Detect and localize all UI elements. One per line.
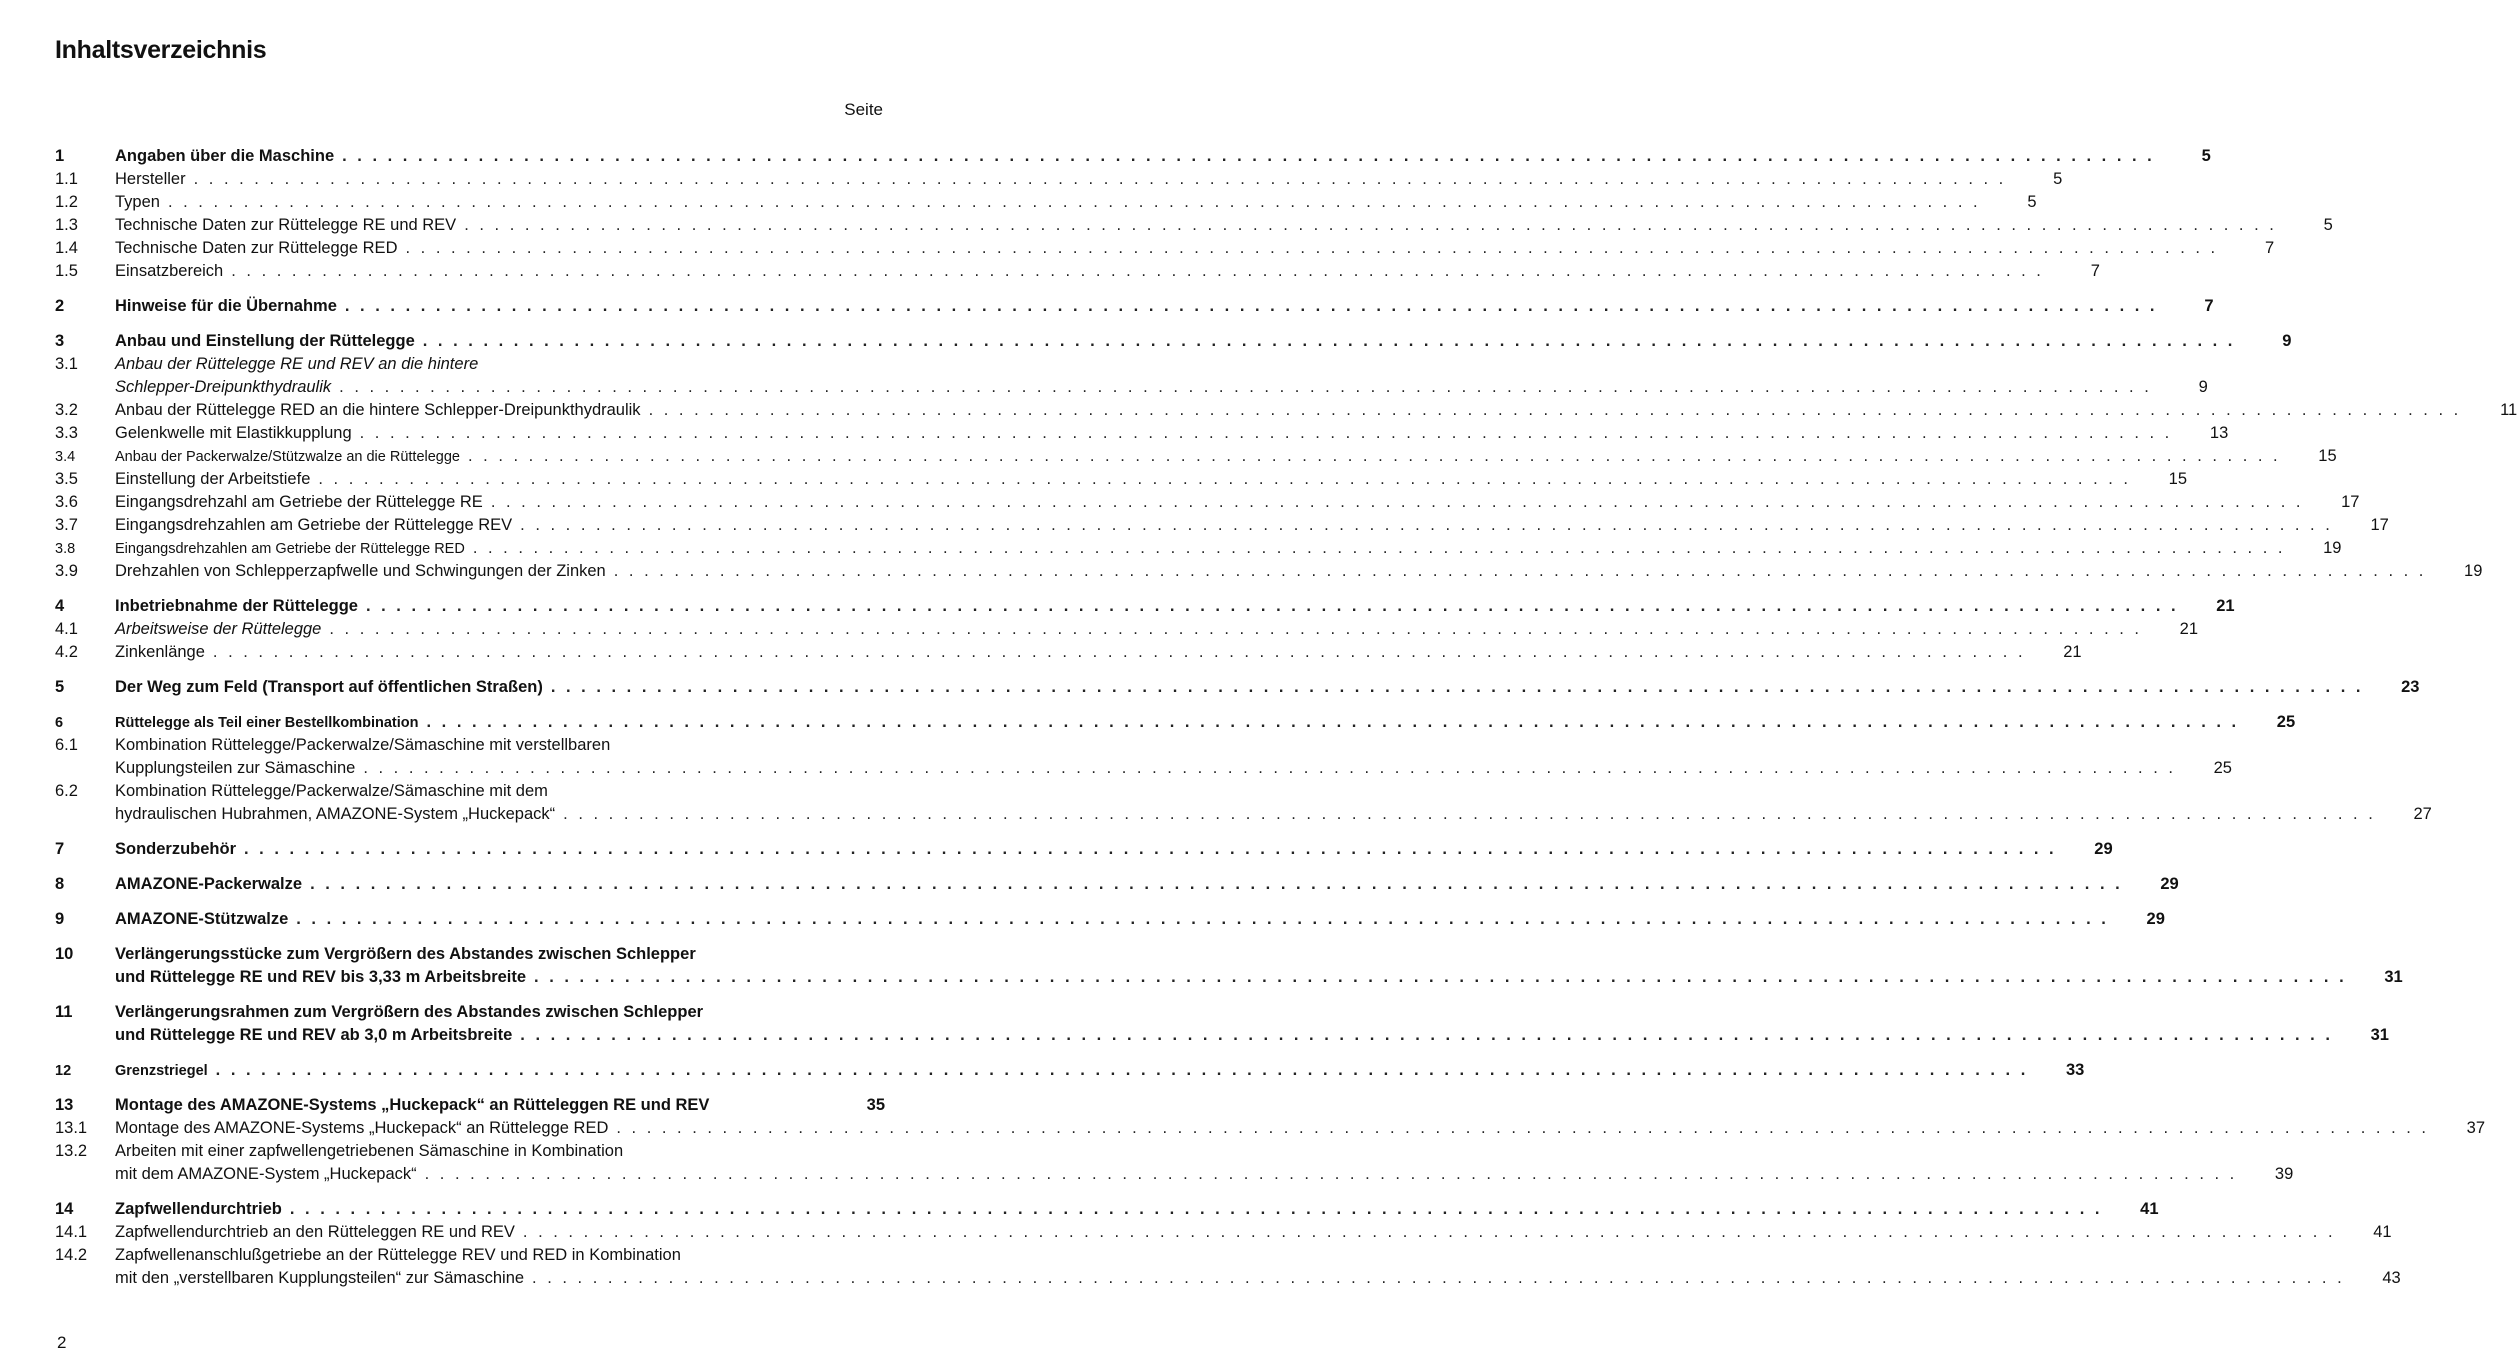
toc-entry-title: Arbeiten mit einer zapfwellengetriebenen Sämaschine in Kombination xyxy=(115,1142,624,1160)
toc-line xyxy=(55,1094,885,1117)
toc-page-number: 35 xyxy=(866,1096,885,1114)
dot-leader: . . . . . . . . . . . . . . . . . . . . . . . . . . . . . . . . . . . . . . . . . . . . . . . . . . . . . . . . . . . . . . . . . . . . . . . . . . . . . . . . . . . . . . . . . . . . . . . . . . . . . . . . . . . . . . . . . . . . . . . . xyxy=(329,620,2143,638)
toc-line xyxy=(55,237,2275,260)
toc-entry-title: Inbetriebnahme der Rüttelegge xyxy=(115,597,358,615)
toc-entry-number: 3.9 xyxy=(55,562,78,580)
table-of-contents xyxy=(55,145,2517,1290)
toc-entry-number: 2 xyxy=(55,297,65,315)
toc-line xyxy=(55,1117,2486,1140)
toc-line xyxy=(55,491,2360,514)
toc-line xyxy=(55,595,2235,618)
toc-entry xyxy=(55,353,2208,399)
dot-leader: . . . . . . . . . . . . . . . . . . . . . . . . . . . . . . . . . . . . . . . . . . . . . . . . . . . . . . . . . . . . . . . . . . . . . . . . . . . . . . . . . . . . . . . . . . . . . . . . . . . . . . . . . . . . . . . . . . . . . . . . xyxy=(244,840,2057,858)
toc-line xyxy=(55,260,2100,283)
toc-entry-title: Drehzahlen von Schlepperzapfwelle und Schwingungen der Zinken xyxy=(115,562,606,580)
dot-leader: . . . . . . . . . . . . . . . . . . . . . . . . . . . . . . . . . . . . . . . . . . . . . . . . . . . . . . . . . . . . . . . . . . . . . . . . . . . . . . . . . . . . . . . . . . . . . . . . . . . . . . . . . . . . . . . . . . . . . . . . xyxy=(616,1119,2430,1137)
toc-entry xyxy=(55,1244,2401,1290)
toc-entry xyxy=(55,330,2292,353)
toc-entry xyxy=(55,537,2342,560)
toc-entry-number: 1 xyxy=(55,147,65,165)
toc-entry-title: Hersteller xyxy=(115,170,186,188)
toc-entry-number: 3.3 xyxy=(55,424,78,442)
toc-entry-number: 3.4 xyxy=(55,449,76,465)
toc-entry-title: und Rüttelegge RE und REV bis 3,33 m Arbeitsbreite xyxy=(115,968,527,986)
toc-entry xyxy=(55,780,2432,826)
toc-line xyxy=(55,191,2037,214)
toc-page-number: 15 xyxy=(2168,470,2188,488)
dot-leader: . . . . . . . . . . . . . . . . . . . . . . . . . . . . . . . . . . . . . . . . . . . . . . . . . . . . . . . . . . . . . . . . . . . . . . . . . . . . . . . . . . . . . . . . . . . . . . . . . . . . . . . . . . . . . . . . . . . . . . . . xyxy=(365,597,2179,615)
toc-page-number: 23 xyxy=(2401,678,2420,696)
dot-leader: . . . . . . . . . . . . . . . . . . . . . . . . . . . . . . . . . . . . . . . . . . . . . . . . . . . . . . . . . . . . . . . . . . . . . . . . . . . . . . . . . . . . . . . . . . . . . . . . . . . . . . . . . . . . . . . . . . . . . . . . xyxy=(648,401,2462,419)
toc-page-number: 31 xyxy=(2370,1026,2389,1044)
toc-entry-title: Anbau der Packerwalze/Stützwalze an die Rüttelegge xyxy=(115,449,460,465)
toc-entry-number: 3.6 xyxy=(55,493,78,511)
dot-leader: . . . . . . . . . . . . . . . . . . . . . . . . . . . . . . . . . . . . . . . . . . . . . . . . . . . . . . . . . . . . . . . . . . . . . . . . . . . . . . . . . . . . . . . . . . . . . . . . . . . . . . . . . . . . . . . . . . . . . . . . xyxy=(522,1223,2336,1241)
toc-entry xyxy=(55,1221,2392,1244)
toc-page-number: 5 xyxy=(2027,193,2037,211)
toc-page-number: 5 xyxy=(2323,216,2333,234)
toc-entry-number: 1.1 xyxy=(55,170,78,188)
toc-page-number: 21 xyxy=(2216,597,2235,615)
dot-leader: . . . . . . . . . . . . . . . . . . . . . . . . . . . . . . . . . . . . . . . . . . . . . . . . . . . . . . . . . . . . . . . . . . . . . . . . . . . . . . . . . . . . . . . . . . . . . . . . . . . . . . . . . . . . . . . . . . . . . . . . xyxy=(193,170,2007,188)
toc-line xyxy=(55,1059,2085,1082)
toc-line xyxy=(55,1198,2159,1221)
dot-leader: . . . . . . . . . . . . . . . . . . . . . . . . . . . . . . . . . . . . . . . . . . . . . . . . . . . . . . . . . . . . . . . . . . . . . . . . . . . . . . . . . . . . . . . . . . . . . . . . . . . . . . . . . . . . . . . . . . . . . . . . xyxy=(289,1200,2103,1218)
toc-line xyxy=(55,399,2517,422)
toc-entry-number: 14.2 xyxy=(55,1246,88,1264)
toc-entry xyxy=(55,641,2082,664)
dot-leader: . . . . . . . . . . . . . . . . . . . . . . . . . . . . . . . . . . . . . . . . . . . . . . . . . . . . . . . . . . . . . . . . . . . . . . . . . . . . . . . . . . . . . . . . . . . . . . . . . . . . . . . . . . . . . . . . . . . . . . . . xyxy=(426,713,2240,731)
toc-page-number: 11 xyxy=(2500,401,2517,419)
dot-leader: . . . . . . . . . . . . . . . . . . . . . . . . . . . . . . . . . . . . . . . . . . . . . . . . . . . . . . . . . . . . . . . . . . . . . . . . . . . . . . . . . . . . . . . . . . . . . . . . . . . . . . . . . . . . . . . . . . . . . . . . xyxy=(363,759,2176,777)
toc-entry-title: Gelenkwelle mit Elastikkupplung xyxy=(115,424,352,442)
toc-entry-title: Zapfwellenanschlußgetriebe an der Rüttelegge REV und RED in Kombination xyxy=(115,1246,681,1264)
toc-line xyxy=(55,1140,885,1163)
toc-entry-number: 7 xyxy=(55,840,65,858)
toc-entry-title: Einsatzbereich xyxy=(115,262,224,280)
dot-leader: . . . . . . . . . . . . . . . . . . . . . . . . . . . . . . . . . . . . . . . . . . . . . . . . . . . . . . . . . . . . . . . . . . . . . . . . . . . . . . . . . . . . . . . . . . . . . . . . . . . . . . . . . . . . . . . . . . . . . . . . xyxy=(490,493,2304,511)
toc-entry-title: Arbeitsweise der Rüttelegge xyxy=(115,620,322,638)
toc-page-number: 13 xyxy=(2209,424,2229,442)
toc-line xyxy=(55,445,2337,468)
toc-line xyxy=(55,1267,2401,1290)
toc-page-number: 5 xyxy=(2053,170,2063,188)
dot-leader: . . . . . . . . . . . . . . . . . . . . . . . . . . . . . . . . . . . . . . . . . . . . . . . . . . . . . . . . . . . . . . . . . . . . . . . . . . . . . . . . . . . . . . . . . . . . . . . . . . . . . . . . . . . . . . . . . . . . . . . . xyxy=(339,378,2152,396)
toc-entry-title: Kombination Rüttelegge/Packerwalze/Sämaschine mit verstellbaren xyxy=(115,736,611,754)
toc-page-number: 25 xyxy=(2213,759,2232,777)
toc-line xyxy=(55,803,2432,826)
toc-line xyxy=(55,734,885,757)
toc-line xyxy=(55,1024,2389,1047)
dot-leader: . . . . . . . . . . . . . . . . . . . . . . . . . . . . . . . . . . . . . . . . . . . . . . . . . . . . . . . . . . . . . . . . . . . . . . . . . . . . . . . . . . . . . . . . . . . . . . . . . . . . . . . . . . . . . . . . . . . . . . . . xyxy=(359,424,2173,442)
toc-entry-title: Rüttelegge als Teil einer Bestellkombination xyxy=(115,715,419,731)
toc-entry-title: Technische Daten zur Rüttelegge RE und REV xyxy=(115,216,457,234)
toc-entry xyxy=(55,734,2232,780)
toc-page-number: 37 xyxy=(2466,1119,2486,1137)
toc-entry xyxy=(55,214,2333,237)
toc-line xyxy=(55,711,2296,734)
dot-leader: . . . . . . . . . . . . . . . . . . . . . . . . . . . . . . . . . . . . . . . . . . . . . . . . . . . . . . . . . . . . . . . . . . . . . . . . . . . . . . . . . . . . . . . . . . . . . . . . . . . . . . . . . . . . . . . . . . . . . . . . xyxy=(520,1026,2333,1044)
toc-entry-number: 4 xyxy=(55,597,65,615)
dot-leader: . . . . . . . . . . . . . . . . . . . . . . . . . . . . . . . . . . . . . . . . . . . . . . . . . . . . . . . . . . . . . . . . . . . . . . . . . . . . . . . . . . . . . . . . . . . . . . . . . . . . . . . . . . . . . . . . . . . . . . . . xyxy=(472,539,2286,557)
toc-entry-title: Zapfwellendurchtrieb xyxy=(115,1200,282,1218)
dot-leader: . . . . . . . . . . . . . . . . . . . . . . . . . . . . . . . . . . . . . . . . . . . . . . . . . . . . . . . . . . . . . . . . . . . . . . . . . . . . . . . . . . . . . . . . . . . . . . . . . . . . . . . . . . . . . . . . . . . . . . . . xyxy=(296,910,2109,928)
toc-page-number: 29 xyxy=(2160,875,2179,893)
toc-entry-number: 4.1 xyxy=(55,620,78,638)
toc-line xyxy=(55,873,2179,896)
toc-line xyxy=(55,966,2403,989)
dot-leader: . . . . . . . . . . . . . . . . . . . . . . . . . . . . . . . . . . . . . . . . . . . . . . . . . . . . . . . . . . . . . . . . . . . . . . . . . . . . . . . . . . . . . . . . . . . . . . . . . . . . . . . . . . . . . . . . . . . . . . . . xyxy=(231,262,2044,280)
dot-leader: . . . . . . . . . . . . . . . . . . . . . . . . . . . . . . . . . . . . . . . . . . . . . . . . . . . . . . . . . . . . . . . . . . . . . . . . . . . . . . . . . . . . . . . . . . . . . . . . . . . . . . . . . . . . . . . . . . . . . . . . xyxy=(424,1165,2238,1183)
dot-leader: . . . . . . . . . . . . . . . . . . . . . . . . . . . . . . . . . . . . . . . . . . . . . . . . . . . . . . . . . . . . . . . . . . . . . . . . . . . . . . . . . . . . . . . . . . . . . . . . . . . . . . . . . . . . . . . . . . . . . . . . xyxy=(467,447,2281,465)
page-column-header: Seite xyxy=(844,100,883,119)
toc-entry xyxy=(55,1001,2389,1047)
toc-page-number: 21 xyxy=(2179,620,2199,638)
toc-line xyxy=(55,1163,2294,1186)
toc-entry-number: 14 xyxy=(55,1200,74,1218)
toc-entry-title: Der Weg zum Feld (Transport auf öffentlichen Straßen) xyxy=(115,678,543,696)
toc-entry-title: Eingangsdrehzahlen am Getriebe der Rüttelegge RED xyxy=(115,541,465,557)
toc-entry xyxy=(55,1059,2085,1082)
toc-entry xyxy=(55,618,2199,641)
toc-page-number: 31 xyxy=(2384,968,2403,986)
toc-line xyxy=(55,168,2063,191)
toc-entry-title: Anbau der Rüttelegge RED an die hintere Schlepper-Dreipunkthydraulik xyxy=(115,401,641,419)
toc-entry-number: 5 xyxy=(55,678,65,696)
dot-leader: . . . . . . . . . . . . . . . . . . . . . . . . . . . . . . . . . . . . . . . . . . . . . . . . . . . . . . . . . . . . . . . . . . . . . . . . . . . . . . . . . . . . . . . . . . . . . . . . . . . . . . . . . . . . . . . . . . . . . . . . xyxy=(405,239,2219,257)
dot-leader: . . . . . . . . . . . . . . . . . . . . . . . . . . . . . . . . . . . . . . . . . . . . . . . . . . . . . . . . . . . . . . . . . . . . . . . . . . . . . . . . . . . . . . . . . . . . . . . . . . . . . . . . . . . . . . . . . . . . . . . . xyxy=(534,968,2347,986)
toc-line xyxy=(55,676,2420,699)
toc-entry xyxy=(55,295,2214,318)
toc-line xyxy=(55,353,885,376)
toc-entry-title: hydraulischen Hubrahmen, AMAZONE-System „Huckepack“ xyxy=(115,805,556,823)
dot-leader: . . . . . . . . . . . . . . . . . . . . . . . . . . . . . . . . . . . . . . . . . . . . . . . . . . . . . . . . . . . . . . . . . . . . . . . . . . . . . . . . . . . . . . . . . . . . . . . . . . . . . . . . . . . . . . . . . . . . . . . . xyxy=(464,216,2277,234)
toc-line xyxy=(55,618,2199,641)
toc-entry-number: 9 xyxy=(55,910,65,928)
toc-page-number: 7 xyxy=(2264,239,2275,257)
toc-page-number: 41 xyxy=(2373,1223,2392,1241)
toc-line xyxy=(55,560,2483,583)
toc-page-number: 19 xyxy=(2464,562,2483,580)
toc-entry-number: 1.4 xyxy=(55,239,78,257)
dot-leader: . . . . . . . . . . . . . . . . . . . . . . . . . . . . . . . . . . . . . . . . . . . . . . . . . . . . . . . . . . . . . . . . . . . . . . . . . . . . . . . . . . . . . . . . . . . . . . . . . . . . . . . . . . . . . . . . . . . . . . . . xyxy=(318,470,2132,488)
toc-entry xyxy=(55,1198,2159,1221)
toc-line xyxy=(55,330,2292,353)
toc-page-number: 7 xyxy=(2204,297,2214,315)
toc-entry-number: 3.5 xyxy=(55,470,78,488)
toc-line xyxy=(55,214,2333,237)
toc-entry xyxy=(55,491,2360,514)
toc-entry-number: 13.1 xyxy=(55,1119,88,1137)
toc-entry-title: Schlepper-Dreipunkthydraulik xyxy=(115,378,332,396)
toc-line xyxy=(55,943,885,966)
toc-entry-number: 13.2 xyxy=(55,1142,88,1160)
toc-entry-title: Technische Daten zur Rüttelegge RED xyxy=(115,239,398,257)
toc-entry-title: Hinweise für die Übernahme xyxy=(115,297,337,315)
dot-leader: . . . . . . . . . . . . . . . . . . . . . . . . . . . . . . . . . . . . . . . . . . . . . . . . . . . . . . . . . . . . . . . . . . . . . . . . . . . . . . . . . . . . . . . . . . . . . . . . . . . . . . . . . . . . . . . . . . . . . . . . xyxy=(310,875,2123,893)
toc-line xyxy=(55,641,2082,664)
toc-page-number: 29 xyxy=(2146,910,2165,928)
toc-page-number: 17 xyxy=(2370,516,2389,534)
toc-entry xyxy=(55,943,2403,989)
toc-entry xyxy=(55,908,2165,931)
toc-entry-title: Einstellung der Arbeitstiefe xyxy=(115,470,311,488)
toc-entry-number: 13 xyxy=(55,1096,74,1114)
toc-page-number: 9 xyxy=(2282,332,2292,350)
toc-line xyxy=(55,1001,885,1024)
toc-entry-number: 6.1 xyxy=(55,736,78,754)
dot-leader: . . . . . . . . . . . . . . . . . . . . . . . . . . . . . . . . . . . . . . . . . . . . . . . . . . . . . . . . . . . . . . . . . . . . . . . . . . . . . . . . . . . . . . . . . . . . . . . . . . . . . . . . . . . . . . . . . . . . . . . . xyxy=(167,193,1981,211)
toc-entry-number: 1.2 xyxy=(55,193,78,211)
toc-page-number: 9 xyxy=(2198,378,2208,396)
dot-leader: . . . . . . . . . . . . . . . . . . . . . . . . . . . . . . . . . . . . . . . . . . . . . . . . . . . . . . . . . . . . . . . . . . . . . . . . . . . . . . . . . . . . . . . . . . . . . . . . . . . . . . . . . . . . . . . . . . . . . . . . xyxy=(532,1269,2345,1287)
toc-entry-title: mit dem AMAZONE-System „Huckepack“ xyxy=(115,1165,417,1183)
toc-entry xyxy=(55,260,2100,283)
toc-entry-number: 4.2 xyxy=(55,643,78,661)
toc-entry-title: Eingangsdrehzahl am Getriebe der Rüttelegge RE xyxy=(115,493,483,511)
toc-entry-number: 1.3 xyxy=(55,216,78,234)
toc-entry xyxy=(55,422,2229,445)
toc-entry-title: Angaben über die Maschine xyxy=(115,147,335,165)
toc-line xyxy=(55,514,2389,537)
dot-leader: . . . . . . . . . . . . . . . . . . . . . . . . . . . . . . . . . . . . . . . . . . . . . . . . . . . . . . . . . . . . . . . . . . . . . . . . . . . . . . . . . . . . . . . . . . . . . . . . . . . . . . . . . . . . . . . . . . . . . . . . xyxy=(215,1061,2029,1079)
toc-entry xyxy=(55,595,2235,618)
toc-entry-title: Verlängerungsstücke zum Vergrößern des Abstandes zwischen Schlepper xyxy=(115,945,696,963)
toc-entry xyxy=(55,145,2211,168)
toc-entry-number: 3.8 xyxy=(55,541,76,557)
toc-entry xyxy=(55,1117,2486,1140)
toc-page-number: 25 xyxy=(2276,713,2296,731)
toc-entry-number: 3.7 xyxy=(55,516,78,534)
toc-entry xyxy=(55,1094,885,1117)
toc-page-number: 41 xyxy=(2140,1200,2159,1218)
toc-entry-title: und Rüttelegge RE und REV ab 3,0 m Arbeitsbreite xyxy=(115,1026,513,1044)
toc-page-number: 15 xyxy=(2318,447,2337,465)
toc-page-number: 39 xyxy=(2274,1165,2294,1183)
toc-entry-number: 8 xyxy=(55,875,65,893)
toc-page-number: 27 xyxy=(2413,805,2432,823)
toc-entry xyxy=(55,168,2063,191)
dot-leader: . . . . . . . . . . . . . . . . . . . . . . . . . . . . . . . . . . . . . . . . . . . . . . . . . . . . . . . . . . . . . . . . . . . . . . . . . . . . . . . . . . . . . . . . . . . . . . . . . . . . . . . . . . . . . . . . . . . . . . . . xyxy=(422,332,2236,350)
toc-page-number: 17 xyxy=(2341,493,2360,511)
toc-entry xyxy=(55,468,2188,491)
toc-entry-number: 10 xyxy=(55,945,74,963)
toc-entry-title: Typen xyxy=(115,193,160,211)
toc-entry-number: 12 xyxy=(55,1063,72,1079)
toc-line xyxy=(55,908,2165,931)
dot-leader: . . . . . . . . . . . . . . . . . . . . . . . . . . . . . . . . . . . . . . . . . . . . . . . . . . . . . . . . . . . . . . . . . . . . . . . . . . . . . . . . . . . . . . . . . . . . . . . . . . . . . . . . . . . . . . . . . . . . . . . . xyxy=(520,516,2333,534)
toc-entry xyxy=(55,399,2517,422)
toc-entry-title: AMAZONE-Packerwalze xyxy=(115,875,303,893)
toc-line xyxy=(55,1221,2392,1244)
toc-entry-title: Kombination Rüttelegge/Packerwalze/Sämaschine mit dem xyxy=(115,782,548,800)
dot-leader: . . . . . . . . . . . . . . . . . . . . . . . . . . . . . . . . . . . . . . . . . . . . . . . . . . . . . . . . . . . . . . . . . . . . . . . . . . . . . . . . . . . . . . . . . . . . . . . . . . . . . . . . . . . . . . . . . . . . . . . . xyxy=(342,147,2155,165)
toc-entry xyxy=(55,237,2275,260)
toc-entry-title: Anbau der Rüttelegge RE und REV an die hintere xyxy=(115,355,479,373)
toc-line xyxy=(55,780,885,803)
toc-page-number: 7 xyxy=(2090,262,2100,280)
toc-entry-title: AMAZONE-Stützwalze xyxy=(115,910,289,928)
toc-entry xyxy=(55,676,2420,699)
toc-page-number: 33 xyxy=(2065,1061,2085,1079)
toc-entry-title: Grenzstriegel xyxy=(115,1063,208,1079)
toc-entry-title: Eingangsdrehzahlen am Getriebe der Rüttelegge REV xyxy=(115,516,513,534)
toc-page-number: 29 xyxy=(2094,840,2113,858)
toc-entry xyxy=(55,560,2483,583)
toc-entry xyxy=(55,191,2037,214)
toc-page-number: 5 xyxy=(2201,147,2211,165)
toc-entry xyxy=(55,873,2179,896)
toc-line xyxy=(55,468,2188,491)
toc-entry-number: 3 xyxy=(55,332,65,350)
toc-entry xyxy=(55,838,2113,861)
toc-entry-number: 14.1 xyxy=(55,1223,88,1241)
toc-entry-title: Montage des AMAZONE-Systems „Huckepack“ an Rüttelegge RED xyxy=(115,1119,609,1137)
toc-entry-number: 3.1 xyxy=(55,355,78,373)
toc-entry-number: 6 xyxy=(55,715,64,731)
page-title: Inhaltsverzeichnis xyxy=(55,36,267,64)
toc-entry-title: mit den „verstellbaren Kupplungsteilen“ zur Sämaschine xyxy=(115,1269,525,1287)
toc-line xyxy=(55,757,2232,780)
toc-entry-number: 3.2 xyxy=(55,401,78,419)
toc-line xyxy=(55,537,2342,560)
toc-page-number: 19 xyxy=(2323,539,2342,557)
toc-line xyxy=(55,838,2113,861)
toc-entry-title: Anbau und Einstellung der Rüttelegge xyxy=(115,332,415,350)
page-number: 2 xyxy=(57,1333,67,1352)
toc-entry xyxy=(55,445,2337,468)
toc-entry xyxy=(55,1140,2294,1186)
toc-line xyxy=(55,145,2211,168)
dot-leader: . . . . . . . . . . . . . . . . . . . . . . . . . . . . . . . . . . . . . . . . . . . . . . . . . . . . . . . . . . . . . . . . . . . . . . . . . . . . . . . . . . . . . . . . . . . . . . . . . . . . . . . . . . . . . . . . . . . . . . . . xyxy=(613,562,2427,580)
toc-line xyxy=(55,1244,885,1267)
toc-entry xyxy=(55,711,2296,734)
toc-entry-title: Kupplungsteilen zur Sämaschine xyxy=(115,759,356,777)
toc-line xyxy=(55,376,2208,399)
toc-entry-title: Zinkenlänge xyxy=(115,643,205,661)
toc-entry-title: Sonderzubehör xyxy=(115,840,237,858)
toc-line xyxy=(55,422,2229,445)
toc-entry-title: Verlängerungsrahmen zum Vergrößern des Abstandes zwischen Schlepper xyxy=(115,1003,704,1021)
toc-page-number: 21 xyxy=(2063,643,2082,661)
dot-leader: . . . . . . . . . . . . . . . . . . . . . . . . . . . . . . . . . . . . . . . . . . . . . . . . . . . . . . . . . . . . . . . . . . . . . . . . . . . . . . . . . . . . . . . . . . . . . . . . . . . . . . . . . . . . . . . . . . . . . . . . xyxy=(550,678,2364,696)
toc-line xyxy=(55,295,2214,318)
toc-entry-number: 1.5 xyxy=(55,262,78,280)
toc-entry-title: Zapfwellendurchtrieb an den Rütteleggen RE und REV xyxy=(115,1223,515,1241)
toc-page-number: 43 xyxy=(2382,1269,2401,1287)
dot-leader: . . . . . . . . . . . . . . . . . . . . . . . . . . . . . . . . . . . . . . . . . . . . . . . . . . . . . . . . . . . . . . . . . . . . . . . . . . . . . . . . . . . . . . . . . . . . . . . . . . . . . . . . . . . . . . . . . . . . . . . . xyxy=(563,805,2376,823)
dot-leader: . . . . . . . . . . . . . . . . . . . . . . . . . . . . . . . . . . . . . . . . . . . . . . . . . . . . . . . . . . . . . . . . . . . . . . . . . . . . . . . . . . . . . . . . . . . . . . . . . . . . . . . . . . . . . . . . . . . . . . . . xyxy=(212,643,2026,661)
toc-entry-number: 11 xyxy=(55,1003,73,1021)
toc-entry-number: 6.2 xyxy=(55,782,78,800)
toc-entry-title: Montage des AMAZONE-Systems „Huckepack“ an Rütteleggen RE und REV xyxy=(115,1096,710,1114)
dot-leader: . . . . . . . . . . . . . . . . . . . . . . . . . . . . . . . . . . . . . . . . . . . . . . . . . . . . . . . . . . . . . . . . . . . . . . . . . . . . . . . . . . . . . . . . . . . . . . . . . . . . . . . . . . . . . . . . . . . . . . . . xyxy=(344,297,2158,315)
toc-entry xyxy=(55,514,2389,537)
